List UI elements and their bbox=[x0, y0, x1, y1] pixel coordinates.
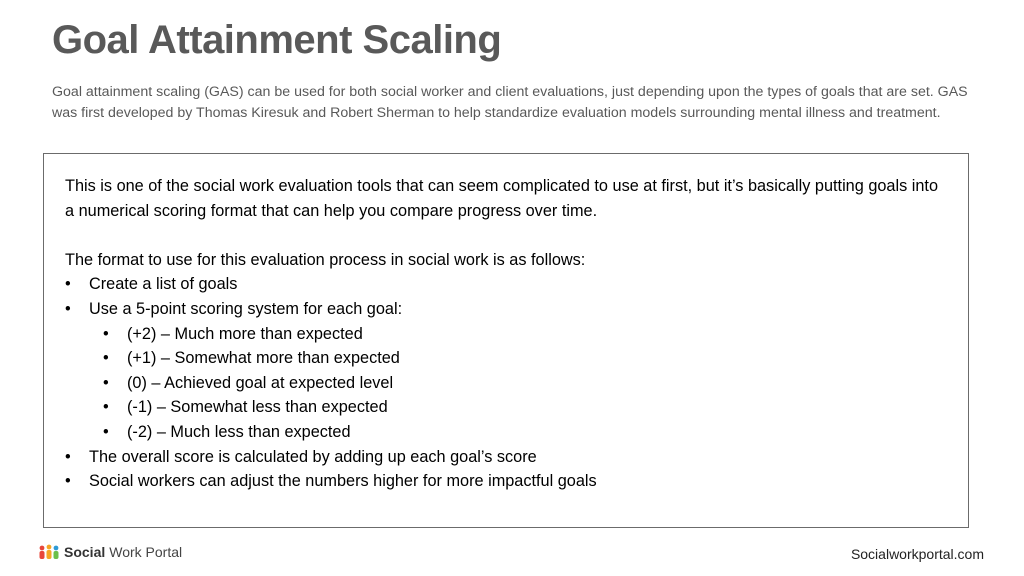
bullet-icon: • bbox=[65, 299, 71, 318]
paragraph-2: The format to use for this evaluation process in social work is as follows: bbox=[65, 250, 586, 269]
sub-list-item-text: (0) – Achieved goal at expected level bbox=[127, 373, 394, 392]
logo-mark-dot bbox=[54, 546, 59, 551]
content-box bbox=[43, 153, 969, 528]
logo-mark-dot bbox=[40, 546, 45, 551]
logo-mark-body bbox=[54, 551, 59, 559]
content-inner bbox=[65, 174, 945, 494]
website-url: Socialworkportal.com bbox=[850, 546, 984, 562]
logo-mark-body bbox=[47, 550, 52, 559]
bullet-icon: • bbox=[65, 447, 71, 466]
sub-list-item-text: (-1) – Somewhat less than expected bbox=[127, 398, 388, 417]
paragraph-1: This is one of the social work evaluation tools that can seem complicated to use at first, but it’s basically putting goals into a numerical scoring format that can help you compare progress over time. bbox=[65, 177, 939, 220]
sub-list-item bbox=[65, 346, 945, 371]
list-item bbox=[65, 272, 945, 297]
sub-list-item-text: (+2) – Much more than expected bbox=[127, 324, 363, 343]
brand-logo bbox=[38, 542, 182, 562]
list-item-text: The overall score is calculated by adding up each goal’s score bbox=[89, 447, 537, 466]
slide-title: Goal Attainment Scaling bbox=[52, 18, 502, 62]
list-item bbox=[65, 469, 945, 494]
list-item bbox=[65, 445, 945, 470]
bullet-icon: • bbox=[65, 472, 71, 491]
bullet-icon: • bbox=[103, 422, 109, 441]
logo-mark-body bbox=[40, 551, 45, 559]
sub-list-item bbox=[65, 420, 945, 445]
bullet-icon: • bbox=[103, 324, 109, 343]
bullet-icon: • bbox=[103, 398, 109, 417]
list-item bbox=[65, 297, 945, 322]
list-item-text: Social workers can adjust the numbers higher for more impactful goals bbox=[89, 472, 597, 491]
sub-list-item bbox=[65, 395, 945, 420]
list-item-text: Create a list of goals bbox=[89, 275, 238, 294]
sub-list-item bbox=[65, 322, 945, 347]
bullet-icon: • bbox=[103, 349, 109, 368]
people-icon bbox=[38, 544, 60, 560]
sub-list-item-text: (-2) – Much less than expected bbox=[127, 422, 351, 441]
bullet-icon: • bbox=[103, 373, 109, 392]
logo-text-bold: Social bbox=[64, 544, 106, 560]
logo-text-light: Work Portal bbox=[109, 544, 183, 560]
bullet-icon: • bbox=[65, 275, 71, 294]
spacer bbox=[65, 223, 945, 248]
sub-list-item-text: (+1) – Somewhat more than expected bbox=[127, 349, 400, 368]
logo-mark-dot bbox=[47, 545, 52, 550]
list-item-text: Use a 5-point scoring system for each goal: bbox=[89, 299, 403, 318]
sub-list-item bbox=[65, 371, 945, 396]
intro-text: Goal attainment scaling (GAS) can be used for both social worker and client evaluations, just depending upon the types of goals that are set. GAS was first developed by Thomas Kiresuk and Robert Sherman to help standardize evaluation models surrounding mental illness and treatment. bbox=[52, 84, 968, 121]
